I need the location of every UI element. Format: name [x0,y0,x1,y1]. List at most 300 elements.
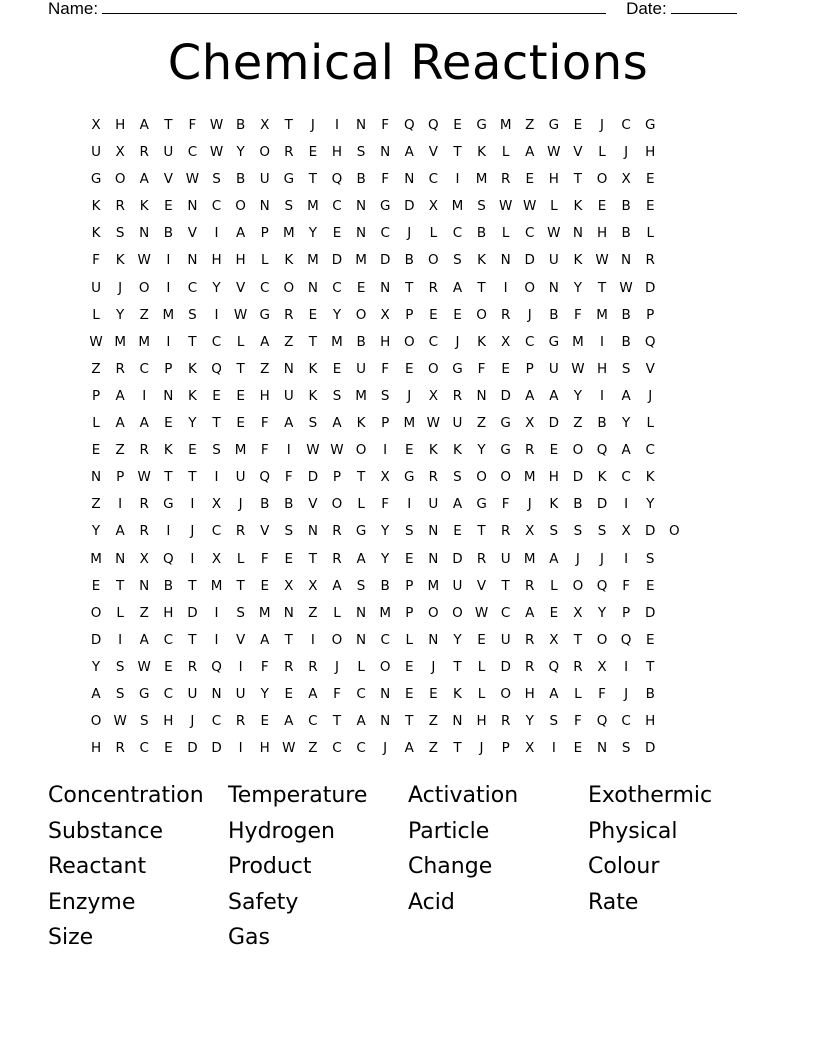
grid-letter: G [379,198,391,215]
grid-letter: A [260,631,270,648]
grid-letter: X [549,631,559,648]
grid-letter: I [600,333,604,350]
grid-letter: O [452,604,463,621]
grid-letter: B [621,225,631,242]
grid-letter: I [238,658,243,675]
grid-letter: F [284,469,293,486]
grid-letter: D [645,740,656,757]
grid-letter: W [137,252,151,269]
grid-letter: P [405,306,414,323]
grid-row [84,492,686,519]
name-blank-line[interactable] [102,0,606,14]
grid-letter: T [188,577,197,594]
grid-letter: H [476,713,487,730]
grid-letter: B [235,117,246,133]
grid-row [84,194,686,221]
grid-letter: X [91,117,101,133]
grid-letter: H [645,713,656,730]
grid-letter: E [549,604,559,621]
grid-letter: I [118,496,123,513]
grid-letter: R [573,658,583,675]
grid-letter: K [573,198,583,215]
grid-row [84,438,686,465]
grid-letter: E [501,360,510,377]
grid-letter: M [162,306,175,323]
grid-letter: R [284,144,294,161]
grid-letter: D [211,740,222,757]
grid-letter: D [187,604,198,621]
grid-letter: D [500,387,511,404]
grid-letter: R [115,740,125,757]
grid-letter: I [166,523,171,540]
grid-letter: K [308,387,318,404]
word-bank-item: Rate [588,889,639,915]
grid-letter: B [597,415,607,432]
grid-letter: G [90,171,102,188]
grid-letter: N [404,171,415,188]
grid-letter: T [164,117,173,133]
grid-letter: Q [548,658,560,675]
grid-letter: P [164,360,173,377]
grid-letter: E [645,577,655,594]
grid-letter: W [474,604,489,621]
grid-letter: I [166,279,171,296]
grid-letter: T [308,550,318,567]
grid-letter: N [283,360,294,377]
grid-letter: C [621,713,631,730]
grid-letter: D [645,523,656,540]
grid-letter: F [333,685,341,702]
grid-letter: I [383,442,388,459]
grid-letter: C [163,631,174,648]
grid-letter: F [260,442,269,459]
grid-letter: O [572,577,584,594]
grid-letter: M [258,604,271,621]
grid-letter: J [334,658,339,675]
word-bank-item: Particle [408,818,490,844]
grid-row [84,140,686,167]
grid-letter: S [308,415,318,432]
grid-letter: M [379,604,391,621]
grid-letter: K [356,415,366,432]
grid-letter: D [90,631,102,648]
grid-letter: A [139,415,149,432]
grid-letter: E [453,306,462,323]
word-bank-item: Physical [588,818,678,844]
grid-letter: N [500,252,511,269]
grid-row [84,465,686,492]
header-line [48,0,737,20]
grid-letter: L [116,604,124,621]
grid-letter: Q [596,577,608,594]
grid-letter: F [260,550,269,567]
word-bank-item: Change [408,854,493,879]
grid-letter: L [236,550,245,567]
grid-letter: P [501,740,510,757]
grid-letter: Y [212,279,221,296]
grid-letter: A [525,604,535,621]
grid-letter: B [621,333,631,350]
grid-row [84,547,686,574]
grid-letter: N [621,252,632,269]
grid-letter: V [187,225,198,242]
grid-letter: B [356,171,366,188]
grid-letter: M [282,225,295,242]
grid-letter: S [284,198,294,215]
grid-letter: F [381,117,390,133]
grid-letter: Y [332,306,342,323]
grid-letter: R [235,523,246,540]
grid-letter: M [114,333,126,350]
grid-letter: A [115,387,125,404]
grid-letter: Q [620,631,632,648]
grid-letter: N [380,279,391,296]
grid-letter: R [500,523,511,540]
grid-letter: F [260,658,269,675]
grid-letter: O [668,523,680,540]
grid-letter: A [284,415,294,432]
grid-letter: R [284,306,294,323]
grid-letter: C [211,333,222,350]
grid-letter: O [283,279,295,296]
grid-letter: Y [646,496,655,513]
grid-letter: E [405,550,414,567]
grid-letter: J [118,279,123,296]
grid-letter: I [600,387,604,404]
grid-letter: T [188,631,197,648]
grid-letter: J [407,387,412,404]
grid-letter: K [549,496,559,513]
grid-letter: H [596,225,608,242]
grid-letter: V [260,523,270,540]
grid-letter: E [212,387,221,404]
grid-letter: G [452,360,463,377]
date-blank-line[interactable] [671,0,737,14]
grid-letter: X [525,415,535,432]
grid-letter: T [477,523,486,540]
grid-letter: X [428,198,438,215]
grid-letter: U [452,415,463,432]
grid-letter: E [645,171,655,188]
grid-letter: B [645,685,655,702]
grid-letter: J [190,523,195,540]
grid-letter: P [646,306,655,323]
grid-letter: O [500,469,511,486]
grid-letter: Y [188,415,197,432]
word-bank-item: Acid [408,889,455,915]
grid-letter: G [548,117,560,133]
grid-letter: T [646,658,655,675]
grid-letter: X [115,144,125,161]
grid-letter: L [333,604,341,621]
grid-letter: J [190,713,195,730]
grid-letter: X [525,523,535,540]
grid-letter: O [259,144,271,161]
grid-letter: K [428,442,438,459]
grid-letter: S [236,604,245,621]
grid-letter: Q [428,117,439,133]
grid-letter: I [551,740,556,757]
grid-letter: Y [477,442,486,459]
grid-letter: E [164,658,173,675]
grid-letter: U [163,144,174,161]
grid-letter: S [621,740,631,757]
grid-letter: N [380,713,391,730]
grid-letter: E [429,306,438,323]
grid-letter: Z [260,360,270,377]
grid-letter: M [234,442,247,459]
grid-letter: F [598,685,606,702]
grid-letter: Y [573,279,583,296]
grid-letter: S [453,252,462,269]
grid-letter: T [308,333,318,350]
grid-letter: E [645,198,655,215]
grid-letter: O [428,360,439,377]
grid-letter: X [621,171,631,188]
grid-letter: B [573,496,583,513]
grid-letter: K [187,360,197,377]
grid-letter: O [90,604,102,621]
grid-row [84,167,686,194]
grid-letter: N [307,523,318,540]
grid-letter: E [405,360,414,377]
grid-letter: N [356,631,367,648]
grid-letter: C [139,360,149,377]
grid-letter: R [115,360,125,377]
grid-letter: H [163,604,174,621]
grid-letter: A [139,631,149,648]
grid-letter: E [308,306,318,323]
grid-letter: S [284,523,294,540]
grid-row [84,411,686,438]
grid-letter: M [596,306,608,323]
grid-letter: N [187,252,198,269]
grid-letter: J [527,496,532,513]
grid-row [84,276,686,303]
grid-letter: B [356,333,366,350]
grid-letter: M [475,171,488,188]
grid-letter: L [550,198,558,215]
grid-letter: K [477,333,486,350]
grid-letter: H [115,117,126,133]
grid-letter: Y [91,523,101,540]
grid-letter: R [428,469,439,486]
grid-letter: X [308,577,318,594]
grid-letter: F [188,117,197,133]
grid-letter: T [573,631,583,648]
grid-letter: W [619,279,633,296]
grid-letter: C [525,225,535,242]
grid-letter: L [646,225,654,242]
grid-letter: L [236,333,245,350]
grid-letter: U [428,496,439,513]
grid-letter: I [238,740,243,757]
grid-letter: W [571,360,585,377]
name-label: Name: [48,0,99,18]
grid-letter: J [431,658,436,675]
word-bank-item: Substance [48,818,164,844]
grid-letter: X [380,469,390,486]
grid-row [84,221,686,248]
grid-letter: W [547,225,561,242]
grid-letter: E [284,550,294,567]
grid-letter: A [115,523,125,540]
grid-letter: R [332,550,342,567]
grid-letter: B [284,496,294,513]
grid-letter: B [163,577,173,594]
grid-letter: O [476,306,487,323]
grid-letter: I [334,117,339,133]
grid-letter: M [307,198,319,215]
grid-letter: X [260,117,270,133]
grid-letter: P [405,604,414,621]
word-bank-item: Reactant [48,854,147,879]
grid-letter: N [259,198,270,215]
grid-letter: K [187,387,197,404]
grid-letter: E [260,713,269,730]
grid-letter: S [380,387,390,404]
grid-letter: M [355,387,367,404]
grid-letter: P [381,415,390,432]
word-bank-item: Temperature [228,783,368,808]
grid-letter: M [451,198,464,215]
grid-letter: Y [308,225,318,242]
grid-letter: X [621,523,631,540]
grid-letter: I [166,333,171,350]
grid-letter: A [308,685,318,702]
grid-letter: S [645,550,655,567]
grid-row [84,303,686,330]
grid-letter: K [115,252,125,269]
grid-letter: Q [211,360,222,377]
grid-letter: W [595,252,609,269]
grid-letter: M [523,550,536,567]
grid-letter: O [138,279,150,296]
date-label: Date: [626,0,667,18]
grid-letter: M [210,577,223,594]
grid-letter: R [500,171,511,188]
grid-letter: R [139,523,149,540]
grid-letter: V [428,144,438,161]
grid-letter: A [549,387,559,404]
grid-letter: R [332,523,342,540]
grid-letter: U [91,279,101,296]
grid-letter: W [498,198,513,215]
grid-letter: C [332,198,342,215]
grid-letter: X [139,550,149,567]
grid-letter: A [621,442,631,459]
grid-letter: W [306,442,320,459]
grid-letter: A [404,144,414,161]
grid-letter: C [500,604,511,621]
grid-letter: X [284,577,294,594]
grid-letter: R [525,631,535,648]
grid-letter: Z [573,415,583,432]
grid-letter: N [139,577,150,594]
grid-letter: T [573,171,583,188]
grid-letter: D [307,469,319,486]
word-bank-item: Colour [588,854,660,879]
grid-letter: H [90,740,102,757]
grid-letter: L [598,144,606,161]
grid-letter: N [596,740,608,757]
grid-letter: S [549,523,559,540]
grid-letter: H [259,387,270,404]
grid-letter: L [477,685,486,702]
grid-letter: L [646,415,654,432]
grid-letter: Y [525,713,534,730]
grid-letter: Q [403,117,415,133]
grid-letter: N [356,604,367,621]
grid-letter: S [212,171,221,188]
grid-letter: Y [621,415,631,432]
grid-letter: P [525,360,534,377]
grid-letter: R [476,550,487,567]
grid-letter: J [624,144,629,161]
grid-letter: U [500,631,511,648]
grid-letter: O [355,306,367,323]
grid-letter: G [500,442,511,459]
grid-letter: E [356,279,366,296]
grid-letter: N [428,550,439,567]
grid-letter: K [91,225,101,242]
grid-letter: U [500,550,511,567]
grid-letter: F [92,252,100,269]
grid-letter: K [139,198,149,215]
grid-letter: R [139,144,149,161]
grid-letter: S [188,306,197,323]
grid-letter: W [426,415,441,432]
grid-letter: D [524,252,535,269]
grid-letter: G [163,496,174,513]
grid-letter: Z [91,496,101,513]
grid-letter: K [645,469,655,486]
grid-letter: T [453,740,462,757]
grid-letter: T [405,713,414,730]
page-title: Chemical Reactions [167,35,649,91]
grid-letter: B [476,225,487,242]
grid-letter: B [621,306,631,323]
grid-letter: T [284,631,293,648]
grid-letter: Y [381,523,390,540]
grid-letter: C [187,279,198,296]
grid-letter: O [428,252,439,269]
grid-letter: N [139,225,150,242]
grid-letter: H [380,333,391,350]
grid-letter: Y [91,658,101,675]
grid-letter: S [212,442,221,459]
grid-letter: M [499,117,512,133]
grid-letter: X [597,658,607,675]
grid-letter: R [452,387,463,404]
grid-letter: N [283,604,294,621]
grid-letter: S [477,198,486,215]
grid-letter: L [357,658,365,675]
grid-letter: W [185,171,200,188]
grid-letter: E [91,577,101,594]
grid-letter: E [405,685,414,702]
grid-letter: I [407,496,412,513]
grid-row [84,574,686,601]
grid-letter: D [572,469,584,486]
grid-letter: N [476,387,487,404]
grid-letter: T [597,279,607,296]
grid-letter: I [142,387,147,404]
grid-letter: T [356,469,366,486]
grid-letter: A [235,225,246,242]
grid-letter: K [453,685,462,702]
grid-letter: H [548,171,559,188]
